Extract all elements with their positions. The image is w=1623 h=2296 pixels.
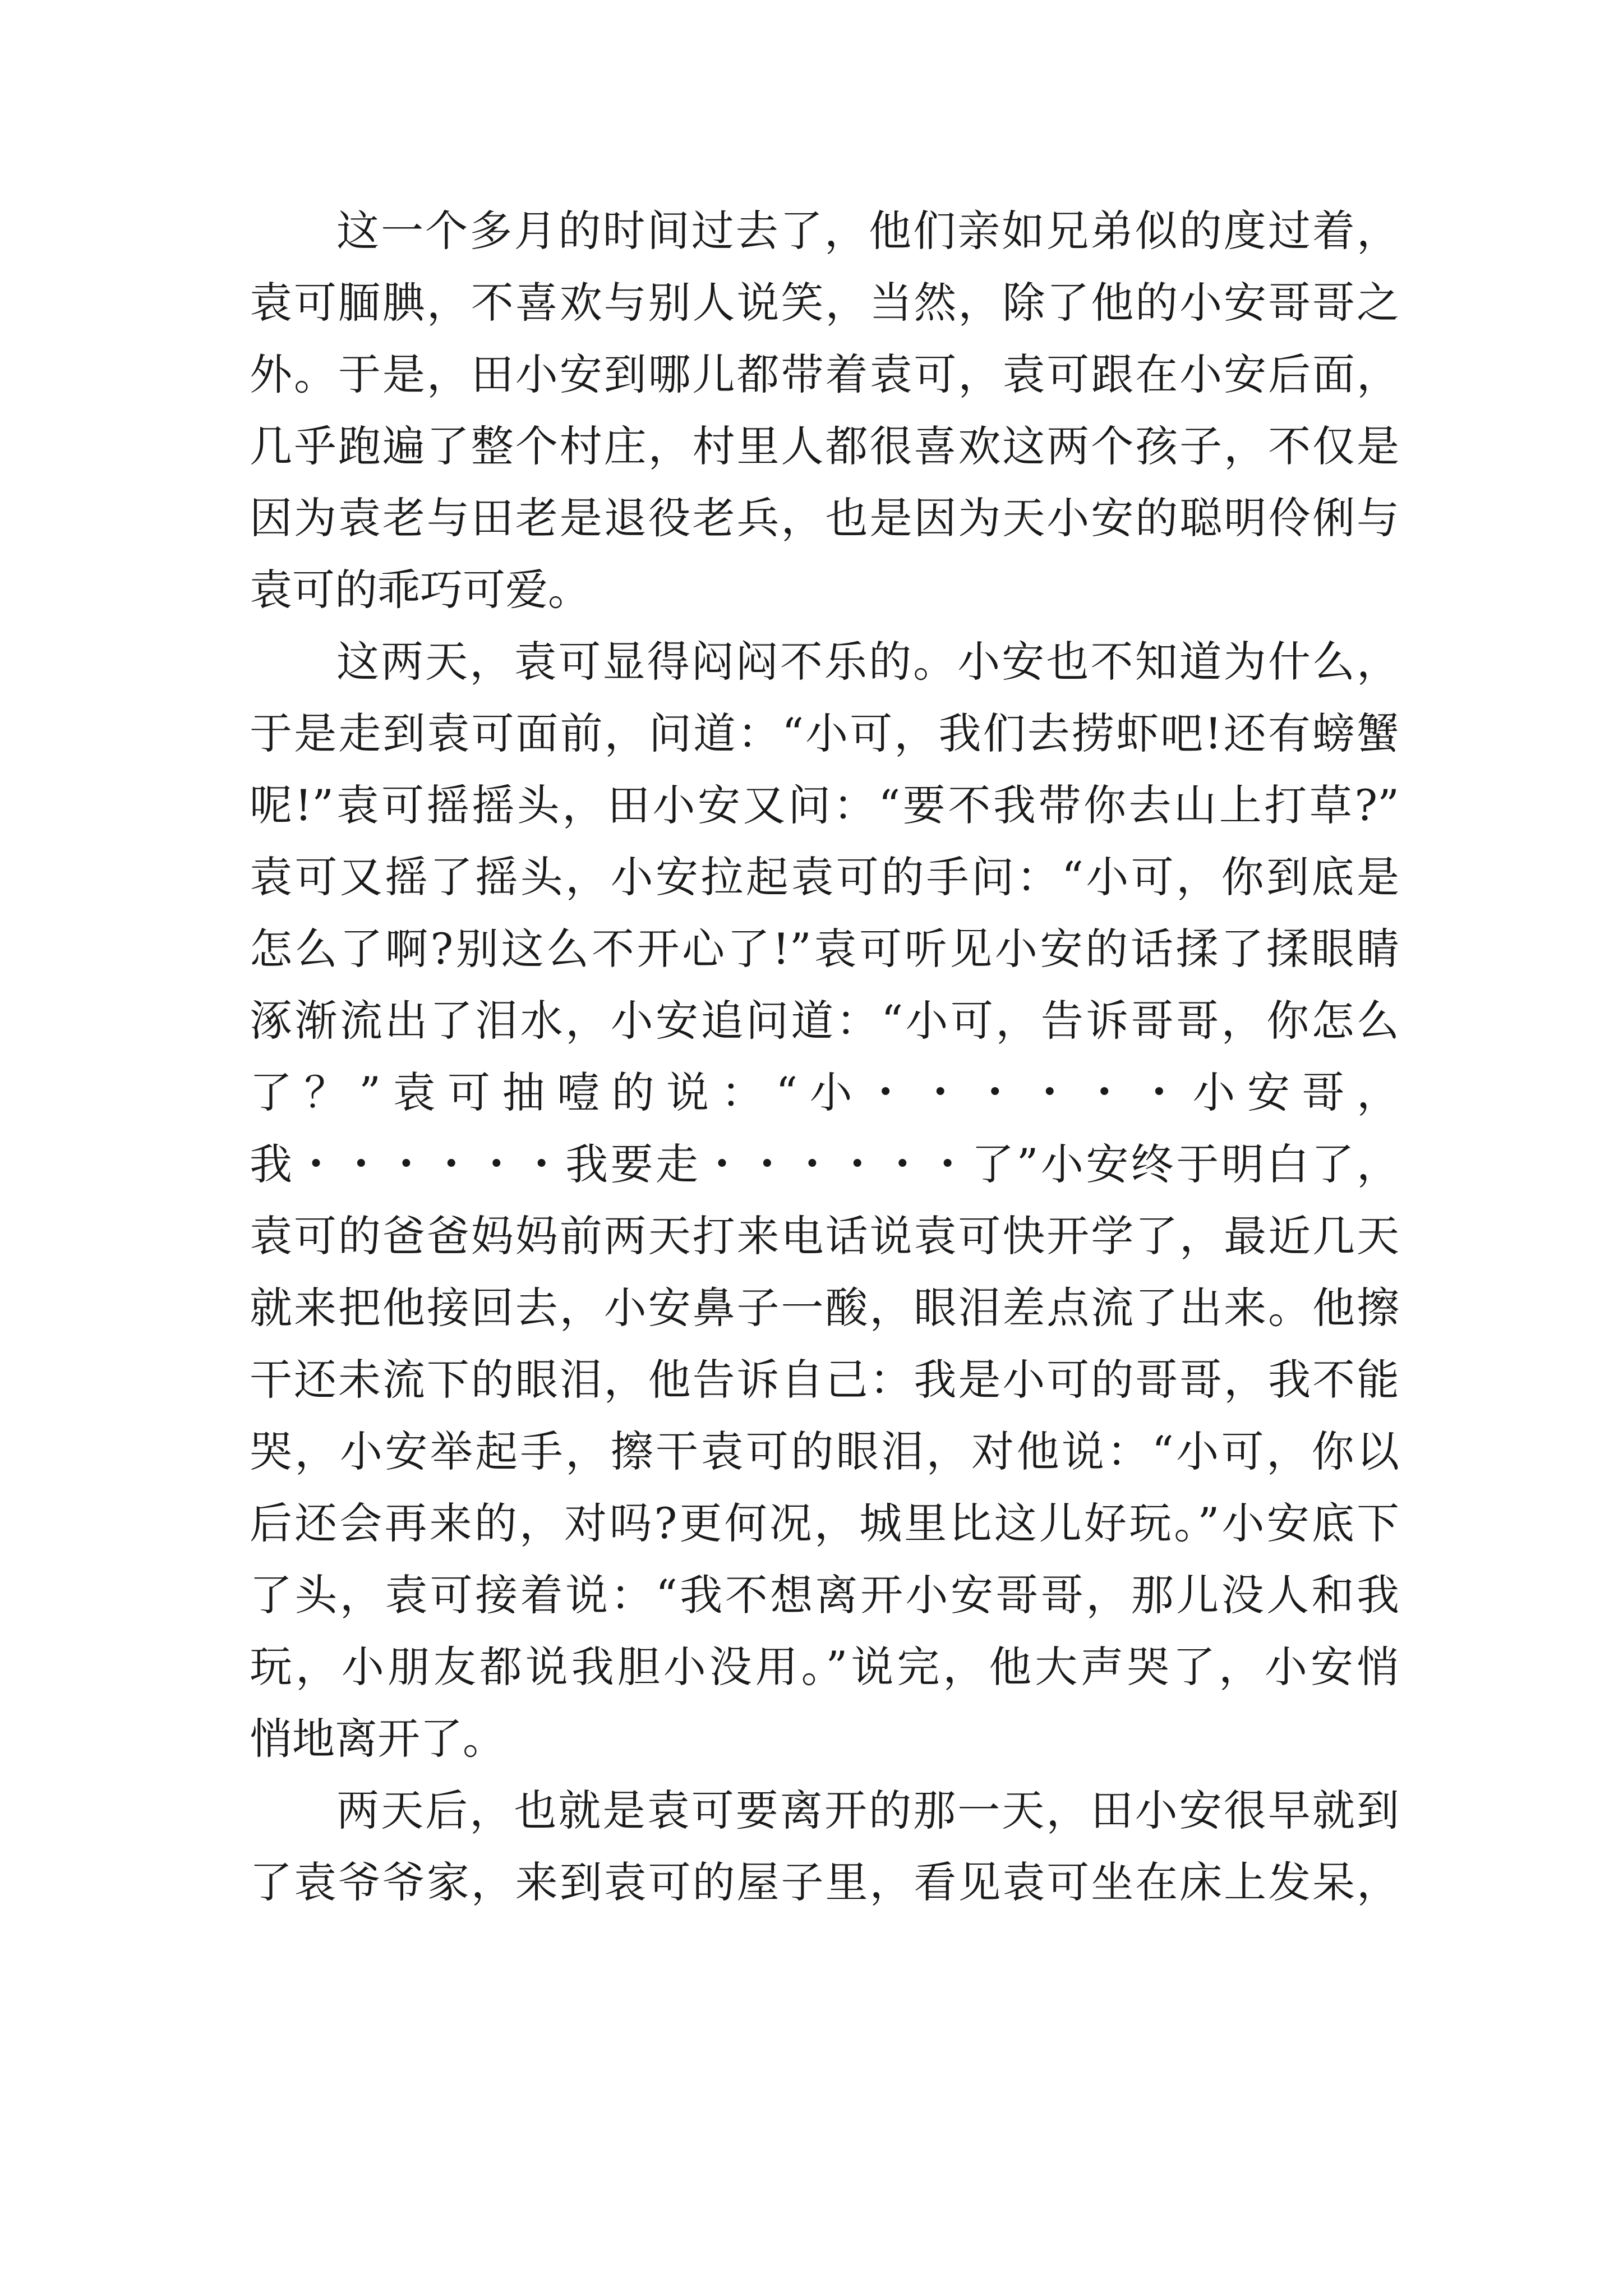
text-line: 这一个多月的时间过去了，他们亲如兄弟似的度过着， xyxy=(336,206,1399,256)
text-line: 悄地离开了。 xyxy=(250,1714,505,1764)
text-line: 我・・・・・・我要走・・・・・・了”小安终于明白了， xyxy=(250,1139,1399,1189)
text-line: 袁可的乖巧可爱。 xyxy=(250,565,591,615)
text-line: 哭，小安举起手，擦干袁可的眼泪，对他说：“小可，你以 xyxy=(250,1427,1399,1476)
text-line: 干还未流下的眼泪，他告诉自己：我是小可的哥哥，我不能 xyxy=(250,1355,1399,1405)
text-line: 袁可又摇了摇头，小安拉起袁可的手问：“小可，你到底是 xyxy=(250,852,1399,902)
text-line: 袁可腼腆，不喜欢与别人说笑，当然，除了他的小安哥哥之 xyxy=(250,278,1399,328)
text-line: 了袁爷爷家，来到袁可的屋子里，看见袁可坐在床上发呆， xyxy=(250,1857,1399,1907)
text-line: 袁可的爸爸妈妈前两天打来电话说袁可快开学了，最近几天 xyxy=(250,1211,1399,1261)
text-line: 玩，小朋友都说我胆小没用。”说完，他大声哭了，小安悄 xyxy=(250,1642,1399,1692)
text-line: 外。于是，田小安到哪儿都带着袁可，袁可跟在小安后面， xyxy=(250,349,1399,399)
text-line: 两天后，也就是袁可要离开的那一天，田小安很早就到 xyxy=(336,1786,1399,1835)
story-text xyxy=(250,195,1399,1918)
text-line: 涿渐流出了泪水，小安追问道：“小可，告诉哥哥，你怎么 xyxy=(250,996,1399,1046)
text-line: 了？”袁可抽噎的说：“小・・・・・・小安哥， xyxy=(250,1068,1399,1117)
text-line: 呢!”袁可摇摇头，田小安又问：“要不我带你去山上打草?” xyxy=(250,780,1399,830)
text-line: 于是走到袁可面前，问道：“小可，我们去捞虾吧!还有螃蟹 xyxy=(250,708,1399,758)
text-line: 就来把他接回去，小安鼻子一酸，眼泪差点流了出来。他擦 xyxy=(250,1283,1399,1333)
text-line: 了头，袁可接着说：“我不想离开小安哥哥，那儿没人和我 xyxy=(250,1570,1399,1620)
text-line: 因为袁老与田老是退役老兵，也是因为天小安的聪明伶俐与 xyxy=(250,493,1399,543)
text-line: 后还会再来的，对吗?更何况，城里比这儿好玩。”小安底下 xyxy=(250,1498,1399,1548)
text-line: 这两天，袁可显得闷闷不乐的。小安也不知道为什么， xyxy=(336,637,1399,687)
text-line: 怎么了啊?别这么不开心了!”袁可听见小安的话揉了揉眼睛 xyxy=(250,924,1399,974)
text-line: 几乎跑遍了整个村庄，村里人都很喜欢这两个孩子，不仅是 xyxy=(250,421,1399,471)
